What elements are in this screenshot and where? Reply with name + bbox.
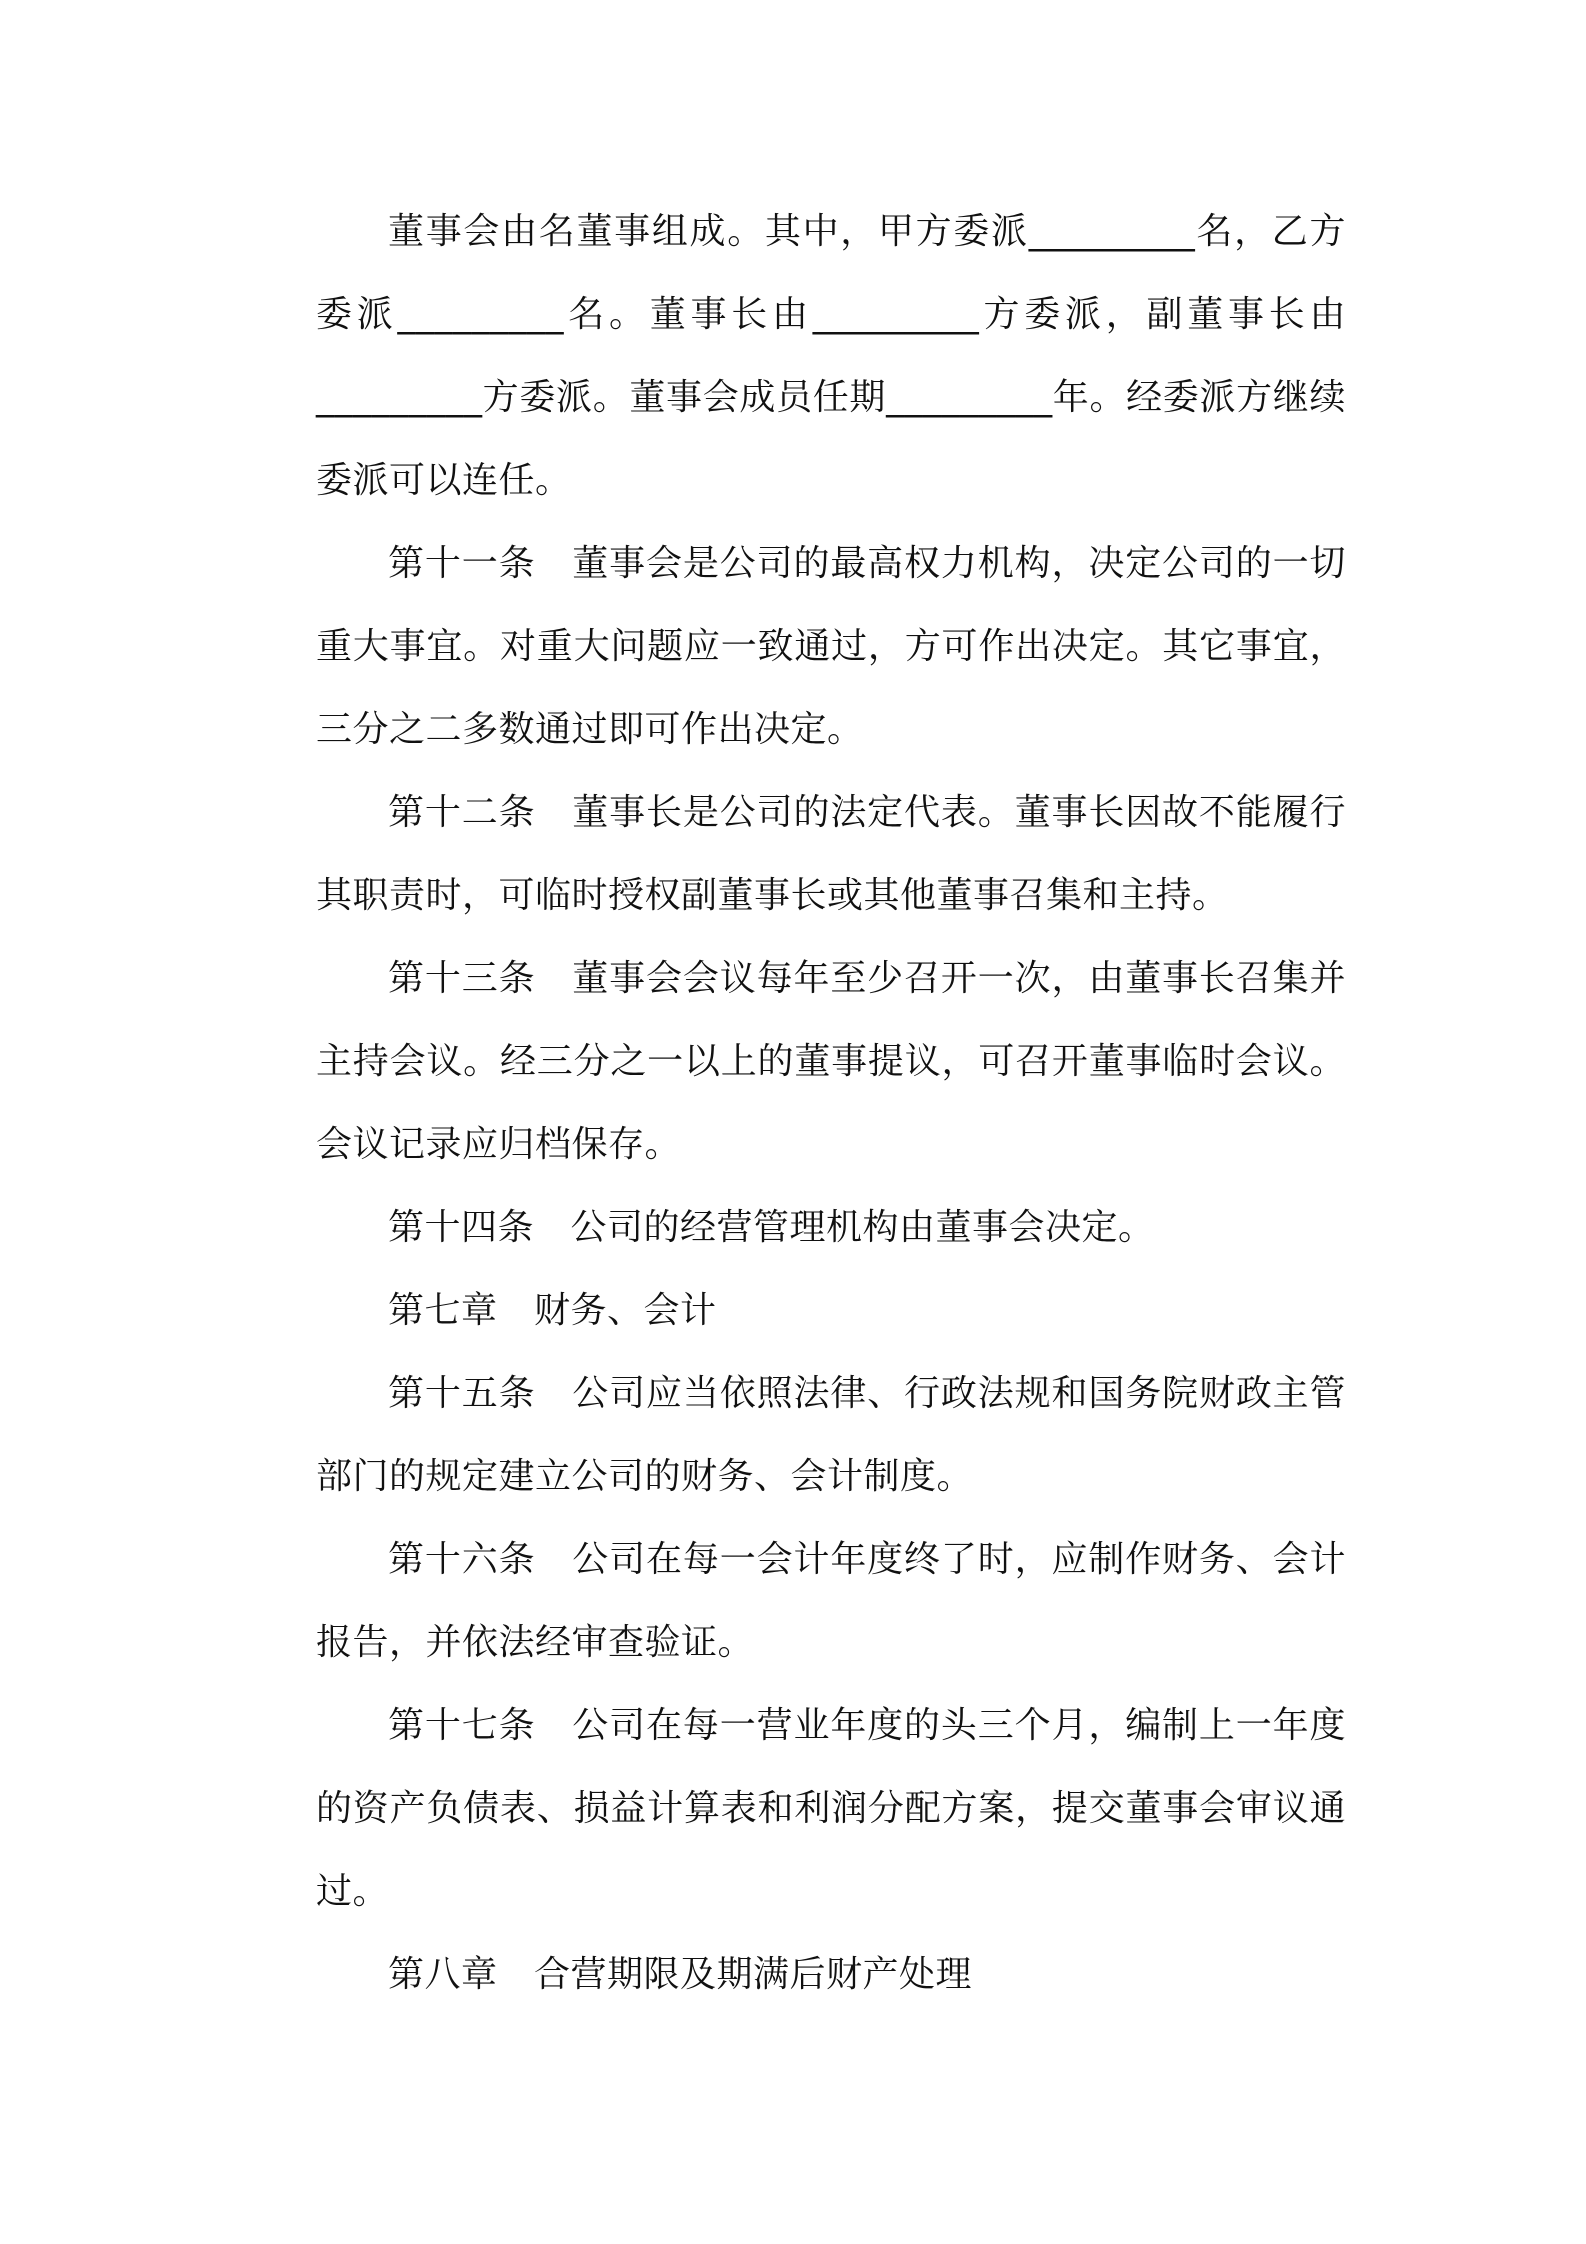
paragraph-article-16: 第十六条 公司在每一会计年度终了时，应制作财务、会计报告，并依法经审查验证。	[316, 1539, 1346, 1663]
paragraph-article-13: 第十三条 董事会会议每年至少召开一次，由董事长召集并主持会议。经三分之一以上的董事提议，可召开董事临时会议。会议记录应归档保存。	[316, 958, 1346, 1165]
paragraph-article-14: 第十四条 公司的经营管理机构由董事会决定。	[388, 1207, 1155, 1248]
chapter-heading-8: 第八章 合营期限及期满后财产处理	[388, 1954, 973, 1995]
paragraph-article-17: 第十七条 公司在每一营业年度的头三个月，编制上一年度的资产负债表、损益计算表和利润分配方案，提交董事会审议通过。	[316, 1705, 1346, 1912]
document-body	[316, 190, 1346, 2016]
paragraph-article-12: 第十二条 董事长是公司的法定代表。董事长因故不能履行其职责时，可临时授权副董事长或其他董事召集和主持。	[316, 792, 1346, 916]
chapter-heading-7: 第七章 财务、会计	[388, 1290, 717, 1331]
paragraph-board-composition: 董事会由名董事组成。其中，甲方委派_________名，乙方委派_________名。董事长由_________方委派，副董事长由_________方委派。董事会成员任期_________年。经委派方继续委派可以连任。	[316, 211, 1346, 501]
paragraph-article-11: 第十一条 董事会是公司的最高权力机构，决定公司的一切重大事宜。对重大问题应一致通过，方可作出决定。其它事宜，三分之二多数通过即可作出决定。	[316, 543, 1346, 750]
paragraph-article-15: 第十五条 公司应当依照法律、行政法规和国务院财政主管部门的规定建立公司的财务、会计制度。	[316, 1373, 1346, 1497]
